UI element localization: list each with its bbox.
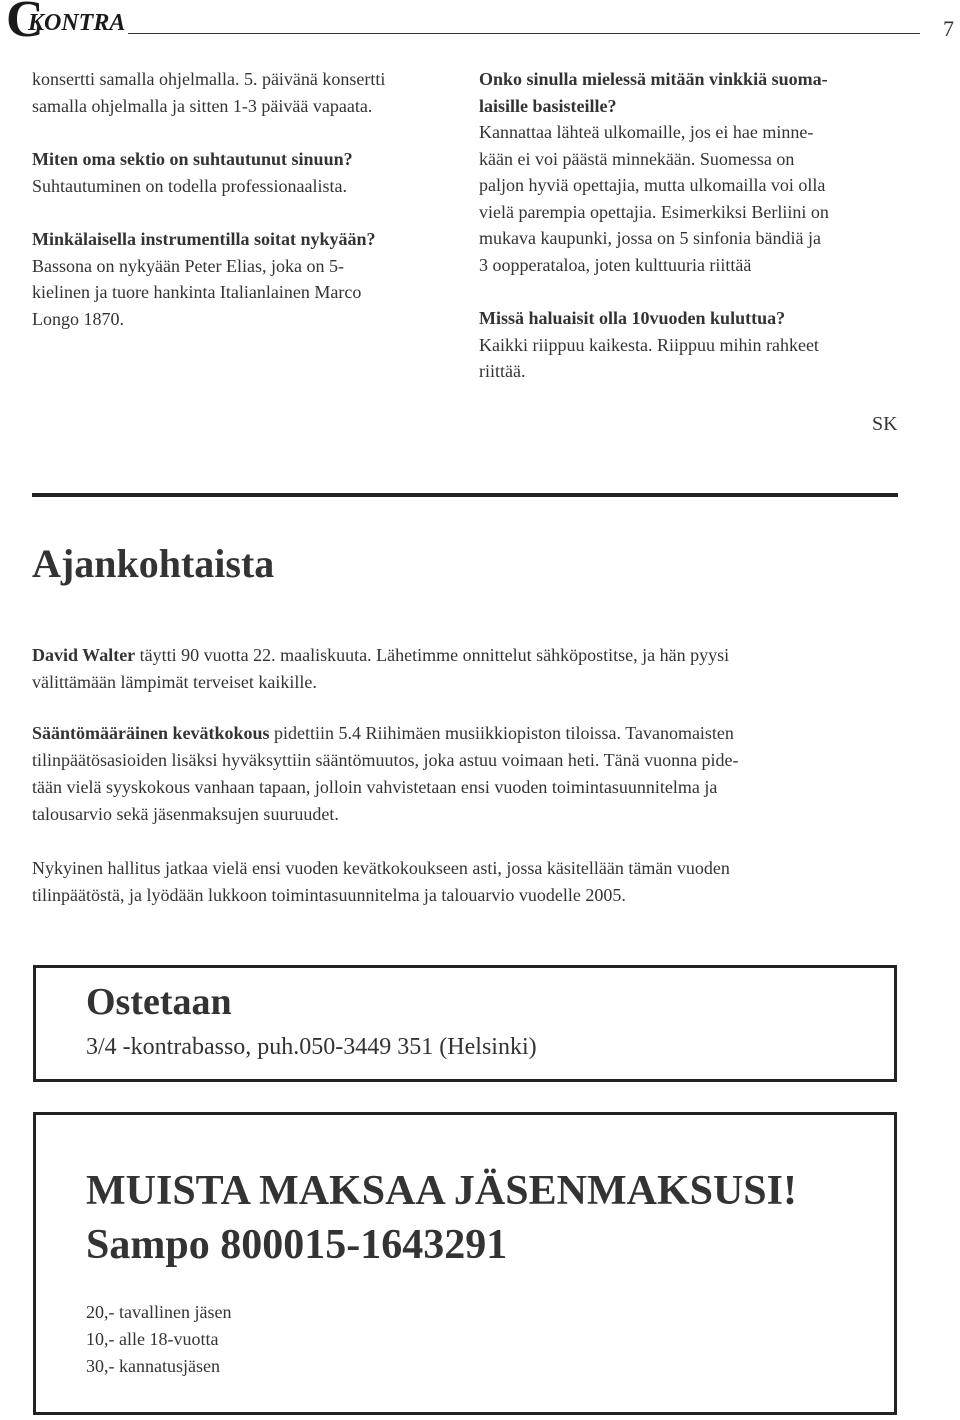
interview-left-column	[32, 66, 442, 332]
news-item	[32, 642, 892, 696]
news-text: tilinpäätöstä, ja lyödään lukkoon toimintasuunnitelma ja talouarvio vuodelle 2005.	[32, 885, 626, 905]
page-header	[0, 0, 960, 50]
kontra-logo	[6, 0, 136, 50]
fee-list	[86, 1299, 231, 1380]
membership-fee-box	[33, 1112, 897, 1415]
news-text: pidettiin 5.4 Riihimäen musiikkiopiston tiloissa. Tavanomaisten	[269, 723, 734, 743]
interview-answer-line: Kannattaa lähteä ulkomaille, jos ei hae minne-	[479, 122, 814, 142]
news-item	[32, 720, 892, 828]
bank-account: Sampo 800015-1643291	[86, 1222, 508, 1268]
interview-answer-line: kään ei voi päästä minnekään. Suomessa on	[479, 148, 795, 169]
interview-question: Miten oma sektio on suhtautunut sinuun?	[32, 149, 353, 169]
author-signature: SK	[872, 413, 898, 435]
interview-answer: Suhtautuminen on todella professionaalista.	[32, 175, 347, 196]
logo-letter: C	[6, 0, 44, 48]
interview-answer-line: mukava kaupunki, jossa on 5 sinfonia bändiä ja	[479, 228, 821, 248]
news-text: tään vielä syyskokous vanhaan tapaan, jolloin vahvistetaan ensi vuoden toimintasuunnitelma ja	[32, 777, 718, 797]
wanted-ad-box	[33, 965, 897, 1082]
logo-text: KONTRA	[28, 10, 126, 36]
interview-question-line: laisille basisteille?	[479, 95, 617, 116]
fee-item: 20,- tavallinen jäsen	[86, 1302, 232, 1322]
interview-answer-line: vielä parempia opettajia. Esimerkiksi Berliini on	[479, 201, 829, 222]
interview-question: Missä haluaisit olla 10vuoden kuluttua?	[479, 308, 786, 328]
interview-answer-line: kielinen ja tuore hankinta Italianlainen Marco	[32, 282, 362, 302]
interview-question-line: Onko sinulla mielessä mitään vinkkiä suoma-	[479, 69, 828, 89]
wanted-ad-text: 3/4 -kontrabasso, puh.050-3449 351 (Helsinki)	[86, 1034, 537, 1060]
section-divider	[32, 493, 898, 497]
interview-text: konsertti samalla ohjelmalla. 5. päivänä konsertti samalla ohjelmalla ja sitten 1-3 päivää vapaata.	[32, 69, 386, 116]
fee-item: 30,- kannatusjäsen	[86, 1356, 220, 1376]
interview-question: Minkälaisella instrumentilla soitat nykyään?	[32, 229, 376, 249]
interview-answer-line: 3 oopperataloa, joten kulttuuria riittää	[479, 254, 752, 275]
header-rule	[128, 33, 920, 34]
wanted-ad-title: Ostetaan	[86, 981, 232, 1023]
page-number: 7	[943, 16, 954, 41]
news-item-bold: Sääntömääräinen kevätkokous	[32, 723, 270, 743]
news-text: Nykyinen hallitus jatkaa vielä ensi vuoden kevätkokoukseen asti, jossa käsitellään tämän vuoden	[32, 858, 730, 878]
news-text: talousarvio sekä jäsenmaksujen suuruudet.	[32, 804, 339, 824]
news-text: täytti 90 vuotta 22. maaliskuuta. Lähetimme onnittelut sähköpostitse, ja hän pyysi	[135, 645, 730, 665]
membership-reminder: MUISTA MAKSAA JÄSENMAKSUSI!	[86, 1168, 797, 1214]
interview-right-column	[479, 66, 899, 385]
interview-answer-line: paljon hyviä opettajia, mutta ulkomailla voi olla	[479, 175, 826, 195]
news-item-bold: David Walter	[32, 645, 136, 665]
interview-answer-line: riittää.	[479, 361, 526, 381]
section-title: Ajankohtaista	[32, 541, 275, 586]
news-text: välittämään lämpimät terveiset kaikille.	[32, 672, 317, 692]
news-item	[32, 855, 892, 909]
interview-answer-line: Bassona on nykyään Peter Elias, joka on 5-	[32, 255, 344, 276]
news-text: tilinpäätösasioiden lisäksi hyväksyttiin sääntömuutos, joka astuu voimaan heti. Tänä vuonna pide-	[32, 750, 739, 770]
interview-answer-line: Kaikki riippuu kaikesta. Riippuu mihin rahkeet	[479, 334, 819, 355]
interview-answer-line: Longo 1870.	[32, 308, 124, 329]
fee-item: 10,- alle 18-vuotta	[86, 1329, 219, 1349]
